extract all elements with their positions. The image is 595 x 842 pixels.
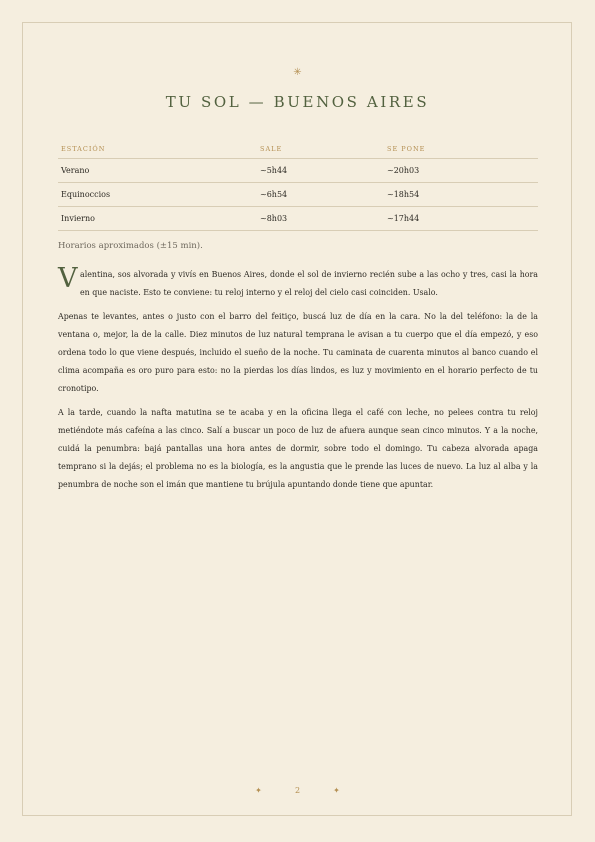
column-header-sunrise: SALE bbox=[257, 140, 384, 159]
drop-cap: V bbox=[58, 263, 78, 294]
table-footnote: Horarios aproximados (±15 min). bbox=[58, 241, 203, 251]
season-cell: Verano bbox=[58, 159, 257, 183]
table-row bbox=[58, 183, 538, 207]
table-row bbox=[58, 207, 538, 231]
paragraph-intro-text: alentina, sos alvorada y vivís en Buenos Aires, donde el sol de invierno recién sube a las ocho y tres, casi la hora en que naciste. Esto te conviene: tu reloj interno y el reloj del cielo casi coinciden. Usalo. bbox=[80, 270, 538, 297]
star-ornament-icon: ✦ bbox=[333, 786, 340, 795]
sunset-cell: ~20h03 bbox=[384, 159, 538, 183]
sunrise-cell: ~6h54 bbox=[257, 183, 384, 207]
column-header-season: ESTACIÓN bbox=[58, 140, 257, 159]
star-ornament-icon: ✦ bbox=[255, 786, 262, 795]
paragraph-intro bbox=[58, 263, 538, 302]
sunrise-cell: ~8h03 bbox=[257, 207, 384, 231]
paragraph-evening: A la tarde, cuando la nafta matutina se te acaba y en la oficina llega el café con leche, no pelees contra tu reloj metiéndote más cafeína a las cinco. Salí a buscar un poco de luz de afuera aunque sean cinco minutos. Y a la noche, cuidá la penumbra: bajá pantallas una hora antes de dormir, sobre todo el domingo. Tu cabeza alvorada apaga temprano si la dejás; el problema no es la biología, es la angustia que le prende las luces de nuevo. La luz al alba y la penumbra de noche son el imán que mantiene tu brújula apuntando donde tiene que apuntar. bbox=[58, 408, 538, 489]
paragraph-morning: Apenas te levantes, antes o justo con el barro del feitiço, buscá luz de día en la cara. No la del teléfono: la de la ventana o, mejor, la de la calle. Diez minutos de luz natural temprana le avisan a tu cuerpo que el día empezó, y eso ordena todo lo que viene después, incluido el sueño de la noche. Tu caminata de cuarenta minutos al banco cuando el clima acompaña es oro puro para esto: no la pierdas los días lindos, es luz y movimiento en el horario perfecto de tu cronotipo. bbox=[58, 312, 538, 393]
season-cell: Invierno bbox=[58, 207, 257, 231]
table-header-row bbox=[58, 140, 538, 159]
season-cell: Equinoccios bbox=[58, 183, 257, 207]
page-footer bbox=[0, 786, 595, 796]
table-row bbox=[58, 159, 538, 183]
sun-times-table bbox=[58, 140, 538, 231]
sunset-cell: ~18h54 bbox=[384, 183, 538, 207]
body-text bbox=[58, 263, 538, 500]
page-title: TU SOL — BUENOS AIRES bbox=[165, 93, 430, 111]
asterisk-ornament-icon: ✳ bbox=[293, 67, 302, 78]
sunset-cell: ~17h44 bbox=[384, 207, 538, 231]
column-header-sunset: SE PONE bbox=[384, 140, 538, 159]
sunrise-cell: ~5h44 bbox=[257, 159, 384, 183]
page-number: 2 bbox=[294, 786, 301, 795]
